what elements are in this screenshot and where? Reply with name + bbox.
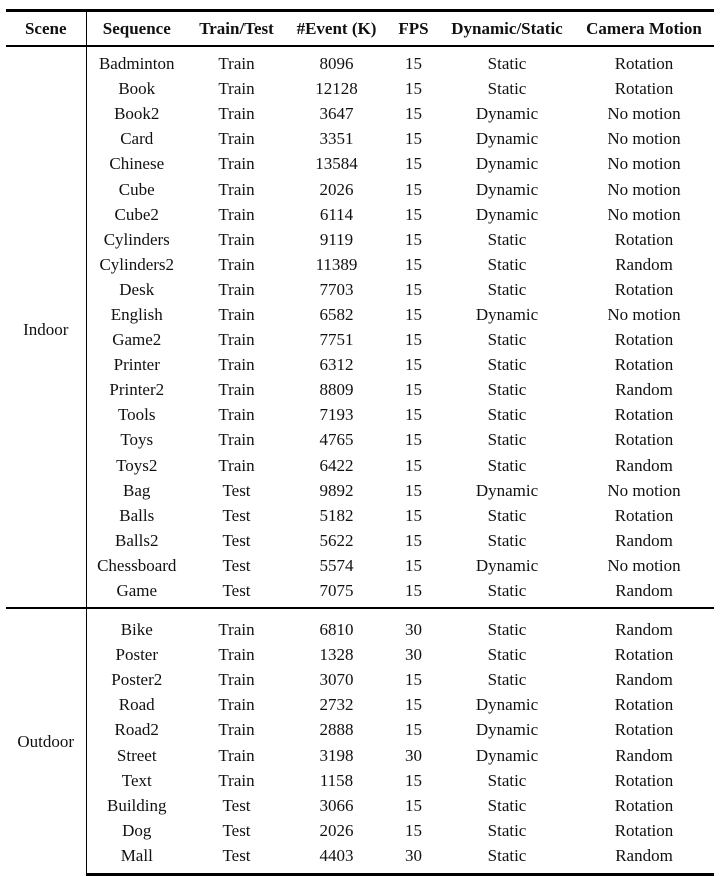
event-count-cell: 3070 [319,670,354,690]
table-row [6,818,714,843]
sequence-cell: Street [116,745,157,765]
table-row [6,327,714,352]
sequence-cell: Desk [119,279,155,299]
sequence-cell: English [110,304,163,324]
camera-motion-cell: Rotation [614,79,674,99]
header-row [6,11,714,47]
table-row [6,667,714,692]
split-cell: Test [187,843,286,875]
table-row [6,503,714,528]
fps-cell: 15 [405,695,422,715]
table-row [6,302,714,327]
dynamic-static-cell: Dynamic [475,695,539,715]
fps-cell: 30 [387,843,440,875]
event-count-cell: 3647 [319,104,354,124]
table-row [6,843,714,875]
table-row [6,46,714,76]
table-row [6,277,714,302]
fps-cell: 15 [405,304,422,324]
dynamic-static-cell: Static [487,279,527,299]
sequence-cell: Road2 [114,720,159,740]
fps-cell: 15 [405,670,422,690]
fps-cell: 15 [405,380,422,400]
camera-motion-cell: Rotation [614,695,674,715]
camera-motion-cell: Rotation [614,645,674,665]
camera-motion-cell: Rotation [614,54,674,74]
sequence-cell: Building [106,795,167,815]
camera-motion-cell: Rotation [614,229,674,249]
camera-motion-cell: Rotation [614,330,674,350]
fps-cell: 15 [405,355,422,375]
event-count-cell: 5622 [319,530,354,550]
fps-cell: 15 [405,154,422,174]
table-row [6,402,714,427]
sequence-cell: Bike [86,608,187,642]
split-cell: Train [218,430,255,450]
fps-cell: 15 [405,455,422,475]
fps-cell: 15 [405,254,422,274]
split-cell: Train [218,204,255,224]
table-row [6,101,714,126]
split-cell: Train [218,405,255,425]
split-cell: Train [218,380,255,400]
table-row [6,578,714,608]
event-count-cell: 4403 [286,843,387,875]
dynamic-static-cell: Dynamic [475,154,539,174]
dynamic-static-cell: Static [487,355,527,375]
fps-cell: 15 [405,480,422,500]
dynamic-static-cell: Dynamic [475,204,539,224]
fps-cell: 15 [405,770,422,790]
event-count-cell: 13584 [315,154,358,174]
dynamic-static-cell: Static [487,254,527,274]
dynamic-static-cell: Static [487,455,527,475]
fps-cell: 15 [405,505,422,525]
dynamic-static-cell: Dynamic [475,480,539,500]
camera-motion-cell: Random [615,745,673,765]
fps-cell: 30 [405,645,422,665]
camera-motion-cell: No motion [607,104,681,124]
event-count-cell: 6582 [319,304,354,324]
sequence-cell: Text [121,770,152,790]
sequence-cell: Poster [115,645,158,665]
sequence-cell: Balls [119,505,155,525]
split-cell: Train [218,104,255,124]
event-count-cell: 8809 [319,380,354,400]
sequence-cell: Tools [117,405,156,425]
table-row [6,717,714,742]
camera-motion-cell: Random [615,581,673,601]
event-count-cell: 2888 [319,720,354,740]
dynamic-static-cell: Static [487,430,527,450]
dynamic-static-cell: Static [487,530,527,550]
table-row [6,768,714,793]
split-cell: Train [218,179,255,199]
dynamic-static-cell: Static [487,670,527,690]
table-row [6,126,714,151]
header-camera-motion: Camera Motion [574,11,714,47]
sequence-cell: Toys2 [116,455,158,475]
event-count-cell: 3198 [319,745,354,765]
camera-motion-cell: Random [615,455,673,475]
dynamic-static-cell: Dynamic [475,304,539,324]
table-row [6,642,714,667]
fps-cell: 15 [405,330,422,350]
fps-cell: 15 [405,229,422,249]
camera-motion-cell: Rotation [614,355,674,375]
fps-cell: 15 [405,581,422,601]
split-cell: Train [187,608,286,642]
split-cell: Train [218,770,255,790]
camera-motion-cell: Rotation [614,430,674,450]
table-row [6,793,714,818]
group-indoor [6,46,714,608]
split-cell: Test [222,795,251,815]
table-row [6,252,714,277]
sequence-cell: Cylinders [103,229,170,249]
table-header [6,11,714,47]
header-dynamic-static: Dynamic/Static [440,11,574,47]
table-row [6,227,714,252]
sequence-cell: Card [120,129,154,149]
dynamic-static-cell: Static [487,380,527,400]
event-count-cell: 6312 [319,355,354,375]
header-sequence: Sequence [86,11,187,47]
camera-motion-cell: No motion [607,179,681,199]
split-cell: Train [218,304,255,324]
camera-motion-cell: Rotation [614,795,674,815]
sequence-cell: Printer [113,355,160,375]
split-cell: Test [222,480,251,500]
event-count-cell: 11389 [315,254,358,274]
fps-cell: 30 [387,608,440,642]
sequence-cell: Badminton [98,54,175,74]
camera-motion-cell: Rotation [614,720,674,740]
sequence-cell: Cube2 [114,204,159,224]
event-count-cell: 5182 [319,505,354,525]
sequence-cell: Dog [122,820,152,840]
table-row [6,608,714,642]
event-count-cell: 1328 [319,645,354,665]
fps-cell: 15 [405,54,422,74]
fps-cell: 15 [405,430,422,450]
split-cell: Test [222,530,251,550]
camera-motion-cell: Random [615,380,673,400]
camera-motion-cell: Rotation [614,279,674,299]
event-count-cell: 12128 [315,79,358,99]
header-scene: Scene [6,11,86,47]
fps-cell: 15 [405,279,422,299]
sequence-cell: Printer2 [109,380,165,400]
dynamic-static-cell: Static [487,79,527,99]
camera-motion-cell: Random [615,254,673,274]
camera-motion-cell: No motion [607,204,681,224]
dynamic-static-cell: Static [487,770,527,790]
event-count-cell: 3066 [319,795,354,815]
sequence-cell: Poster2 [111,670,163,690]
event-count-cell: 6114 [319,204,354,224]
split-cell: Train [218,154,255,174]
table-row [6,76,714,101]
header-event-count: #Event (K) [286,11,387,47]
dynamic-static-cell: Static [487,581,527,601]
split-cell: Test [222,505,251,525]
header-fps: FPS [387,11,440,47]
dynamic-static-cell: Dynamic [475,104,539,124]
split-cell: Train [218,695,255,715]
event-count-cell: 5574 [319,555,354,575]
split-cell: Test [222,820,251,840]
split-cell: Train [218,129,255,149]
scene-cell: Outdoor [6,608,86,874]
split-cell: Train [218,229,255,249]
event-count-cell: 2026 [319,179,354,199]
event-count-cell: 1158 [319,770,354,790]
sequence-cell: Road [118,695,155,715]
dynamic-static-cell: Static [487,405,527,425]
camera-motion-cell: No motion [607,129,681,149]
camera-motion-cell: Rotation [614,505,674,525]
split-cell: Test [222,581,251,601]
dynamic-static-cell: Static [487,820,527,840]
table-row [6,352,714,377]
split-cell: Train [218,254,255,274]
event-count-cell: 4765 [319,430,354,450]
dynamic-static-cell: Static [487,330,527,350]
split-cell: Train [218,670,255,690]
sequence-cell: Game2 [112,330,162,350]
camera-motion-cell: No motion [607,304,681,324]
table-row [6,377,714,402]
sequence-cell: Cylinders2 [99,254,175,274]
camera-motion-cell: Random [574,843,714,875]
table-row [6,176,714,201]
split-cell: Train [218,355,255,375]
split-cell: Train [218,279,255,299]
camera-motion-cell: No motion [607,154,681,174]
dynamic-static-cell: Static [487,229,527,249]
table-row [6,202,714,227]
split-cell: Train [218,54,255,74]
event-count-cell: 2732 [319,695,354,715]
camera-motion-cell: Random [574,608,714,642]
split-cell: Train [218,745,255,765]
table-row [6,553,714,578]
camera-motion-cell: Random [615,670,673,690]
fps-cell: 15 [405,820,422,840]
dynamic-static-cell: Static [487,645,527,665]
fps-cell: 15 [405,79,422,99]
fps-cell: 15 [405,179,422,199]
table-row [6,692,714,717]
event-count-cell: 9119 [319,229,354,249]
sequence-cell: Chessboard [97,555,177,575]
camera-motion-cell: Rotation [614,770,674,790]
split-cell: Train [218,330,255,350]
event-count-cell: 7703 [319,279,354,299]
camera-motion-cell: Random [615,530,673,550]
split-cell: Test [222,555,251,575]
split-cell: Train [218,79,255,99]
camera-motion-cell: Rotation [614,405,674,425]
sequence-cell: Cube [118,179,155,199]
event-count-cell: 6810 [286,608,387,642]
dynamic-static-cell: Dynamic [475,720,539,740]
sequence-cell: Bag [123,480,151,500]
sequence-cell: Game [116,581,158,601]
camera-motion-cell: No motion [607,480,681,500]
sequence-cell: Book2 [114,104,160,124]
fps-cell: 15 [405,104,422,124]
table-row [6,528,714,553]
camera-motion-cell: No motion [607,555,681,575]
table-row [6,478,714,503]
sequence-cell: Toys [120,430,154,450]
fps-cell: 15 [405,720,422,740]
split-cell: Train [218,645,255,665]
dynamic-static-cell: Static [487,795,527,815]
dynamic-static-cell: Dynamic [475,129,539,149]
event-count-cell: 7193 [319,405,354,425]
dataset-table [6,9,714,876]
table-row [6,427,714,452]
dynamic-static-cell: Static [487,54,527,74]
sequence-cell: Book [118,79,156,99]
split-cell: Train [218,720,255,740]
dynamic-static-cell: Static [440,608,574,642]
dynamic-static-cell: Static [487,505,527,525]
table-row [6,453,714,478]
scene-cell: Indoor [6,46,86,608]
fps-cell: 15 [405,204,422,224]
event-count-cell: 6422 [319,455,354,475]
event-count-cell: 7751 [319,330,354,350]
dynamic-static-cell: Dynamic [475,555,539,575]
fps-cell: 15 [405,405,422,425]
sequence-cell: Balls2 [115,530,159,550]
fps-cell: 15 [405,795,422,815]
dynamic-static-cell: Dynamic [475,745,539,765]
table-row [6,151,714,176]
fps-cell: 15 [405,129,422,149]
sequence-cell: Chinese [109,154,165,174]
event-count-cell: 8096 [319,54,354,74]
event-count-cell: 7075 [319,581,354,601]
split-cell: Train [218,455,255,475]
dynamic-static-cell: Dynamic [475,179,539,199]
group-outdoor [6,608,714,874]
dynamic-static-cell: Static [440,843,574,875]
event-count-cell: 9892 [319,480,354,500]
table-row [6,743,714,768]
sequence-cell: Mall [86,843,187,875]
camera-motion-cell: Rotation [614,820,674,840]
fps-cell: 15 [405,555,422,575]
header-train-test: Train/Test [187,11,286,47]
event-count-cell: 2026 [319,820,354,840]
fps-cell: 30 [405,745,422,765]
fps-cell: 15 [405,530,422,550]
event-count-cell: 3351 [319,129,354,149]
